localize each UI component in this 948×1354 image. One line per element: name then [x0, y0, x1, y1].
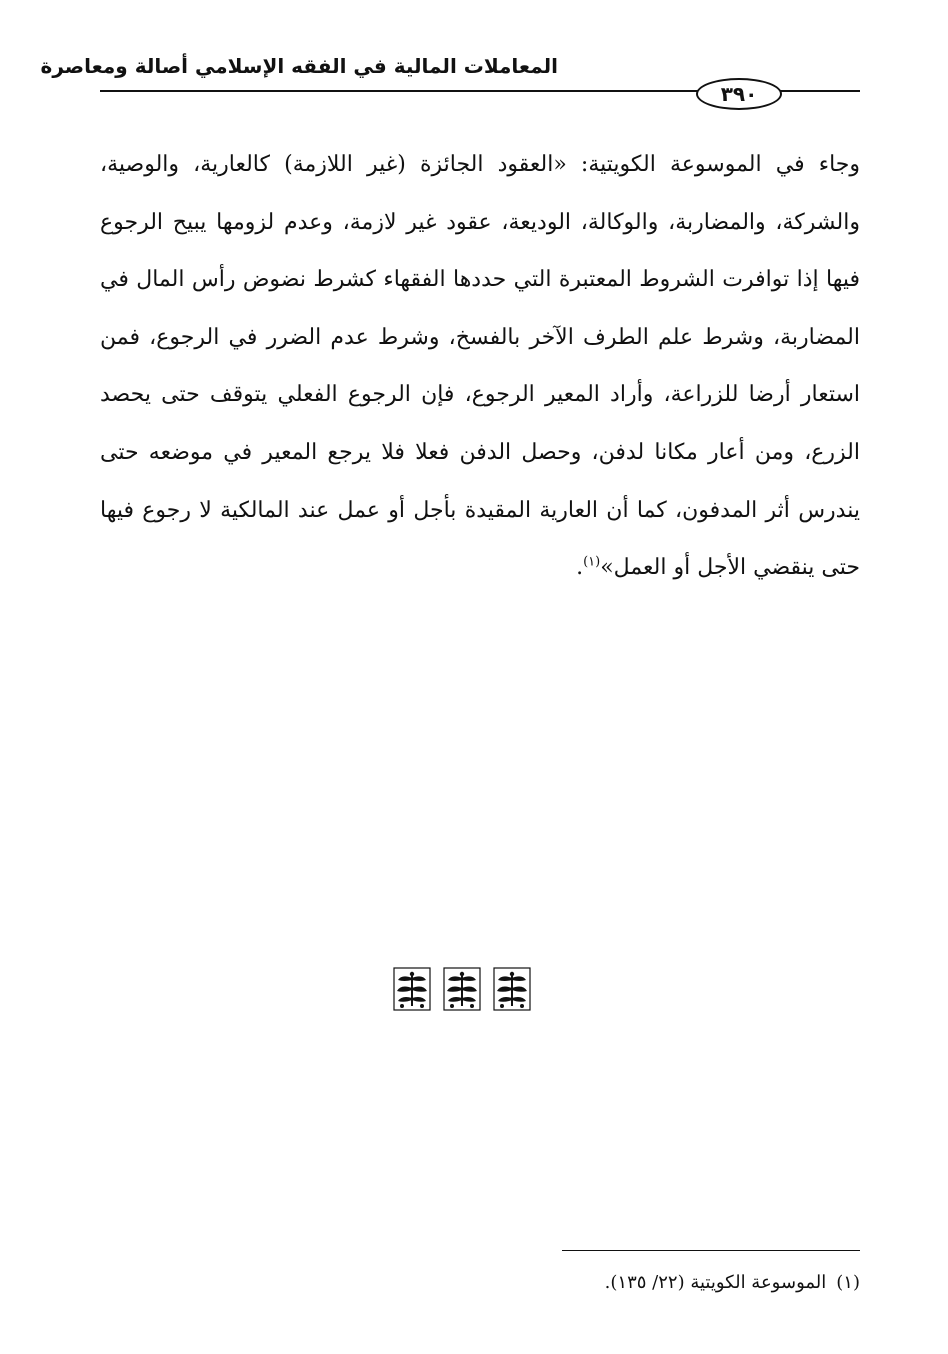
- page-number: ٣٩٠: [696, 78, 782, 110]
- paragraph-text: وجاء في الموسوعة الكويتية: «العقود الجائزة (غير اللازمة) كالعارية، والوصية، والشركة، والمضاربة، والوكالة، الوديعة، عقود غير لازمة، وعدم لزومها يبيح الرجوع فيها إذا توافرت الشروط المعتبرة التي حددها الفقهاء كشرط نضوض رأس المال في المضاربة، وشرط علم الطرف الآخر بالفسخ، وشرط عدم الضرر في الرجوع، فمن استعار أرضا للزراعة، وأراد المعير الرجوع، فإن الرجوع الفعلي يتوقف حتى يحصد الزرع، ومن أعار مكانا لدفن، وحصل الدفن فعلا فلا يرجع المعير في موضعه حتى يندرس أثر المدفون، كما أن العارية المقيدة بأجل أو عمل عند المالكية لا رجوع فيها حتى ينقضي الأجل أو العمل»: [100, 152, 860, 581]
- footnote-text: الموسوعة الكويتية (٢٢/ ١٣٥).: [604, 1272, 827, 1293]
- paragraph-end-punctuation: .: [576, 555, 584, 581]
- footnote-reference: (١): [583, 554, 601, 570]
- running-header-title: المعاملات المالية في الفقه الإسلامي أصالة ومعاصرة: [40, 54, 558, 78]
- body-paragraph: [100, 136, 860, 597]
- floral-ornament-icon: [392, 966, 532, 1012]
- footnote-item: [400, 1268, 860, 1298]
- footnote-separator: [562, 1250, 860, 1251]
- footnote-number: (١): [836, 1272, 860, 1293]
